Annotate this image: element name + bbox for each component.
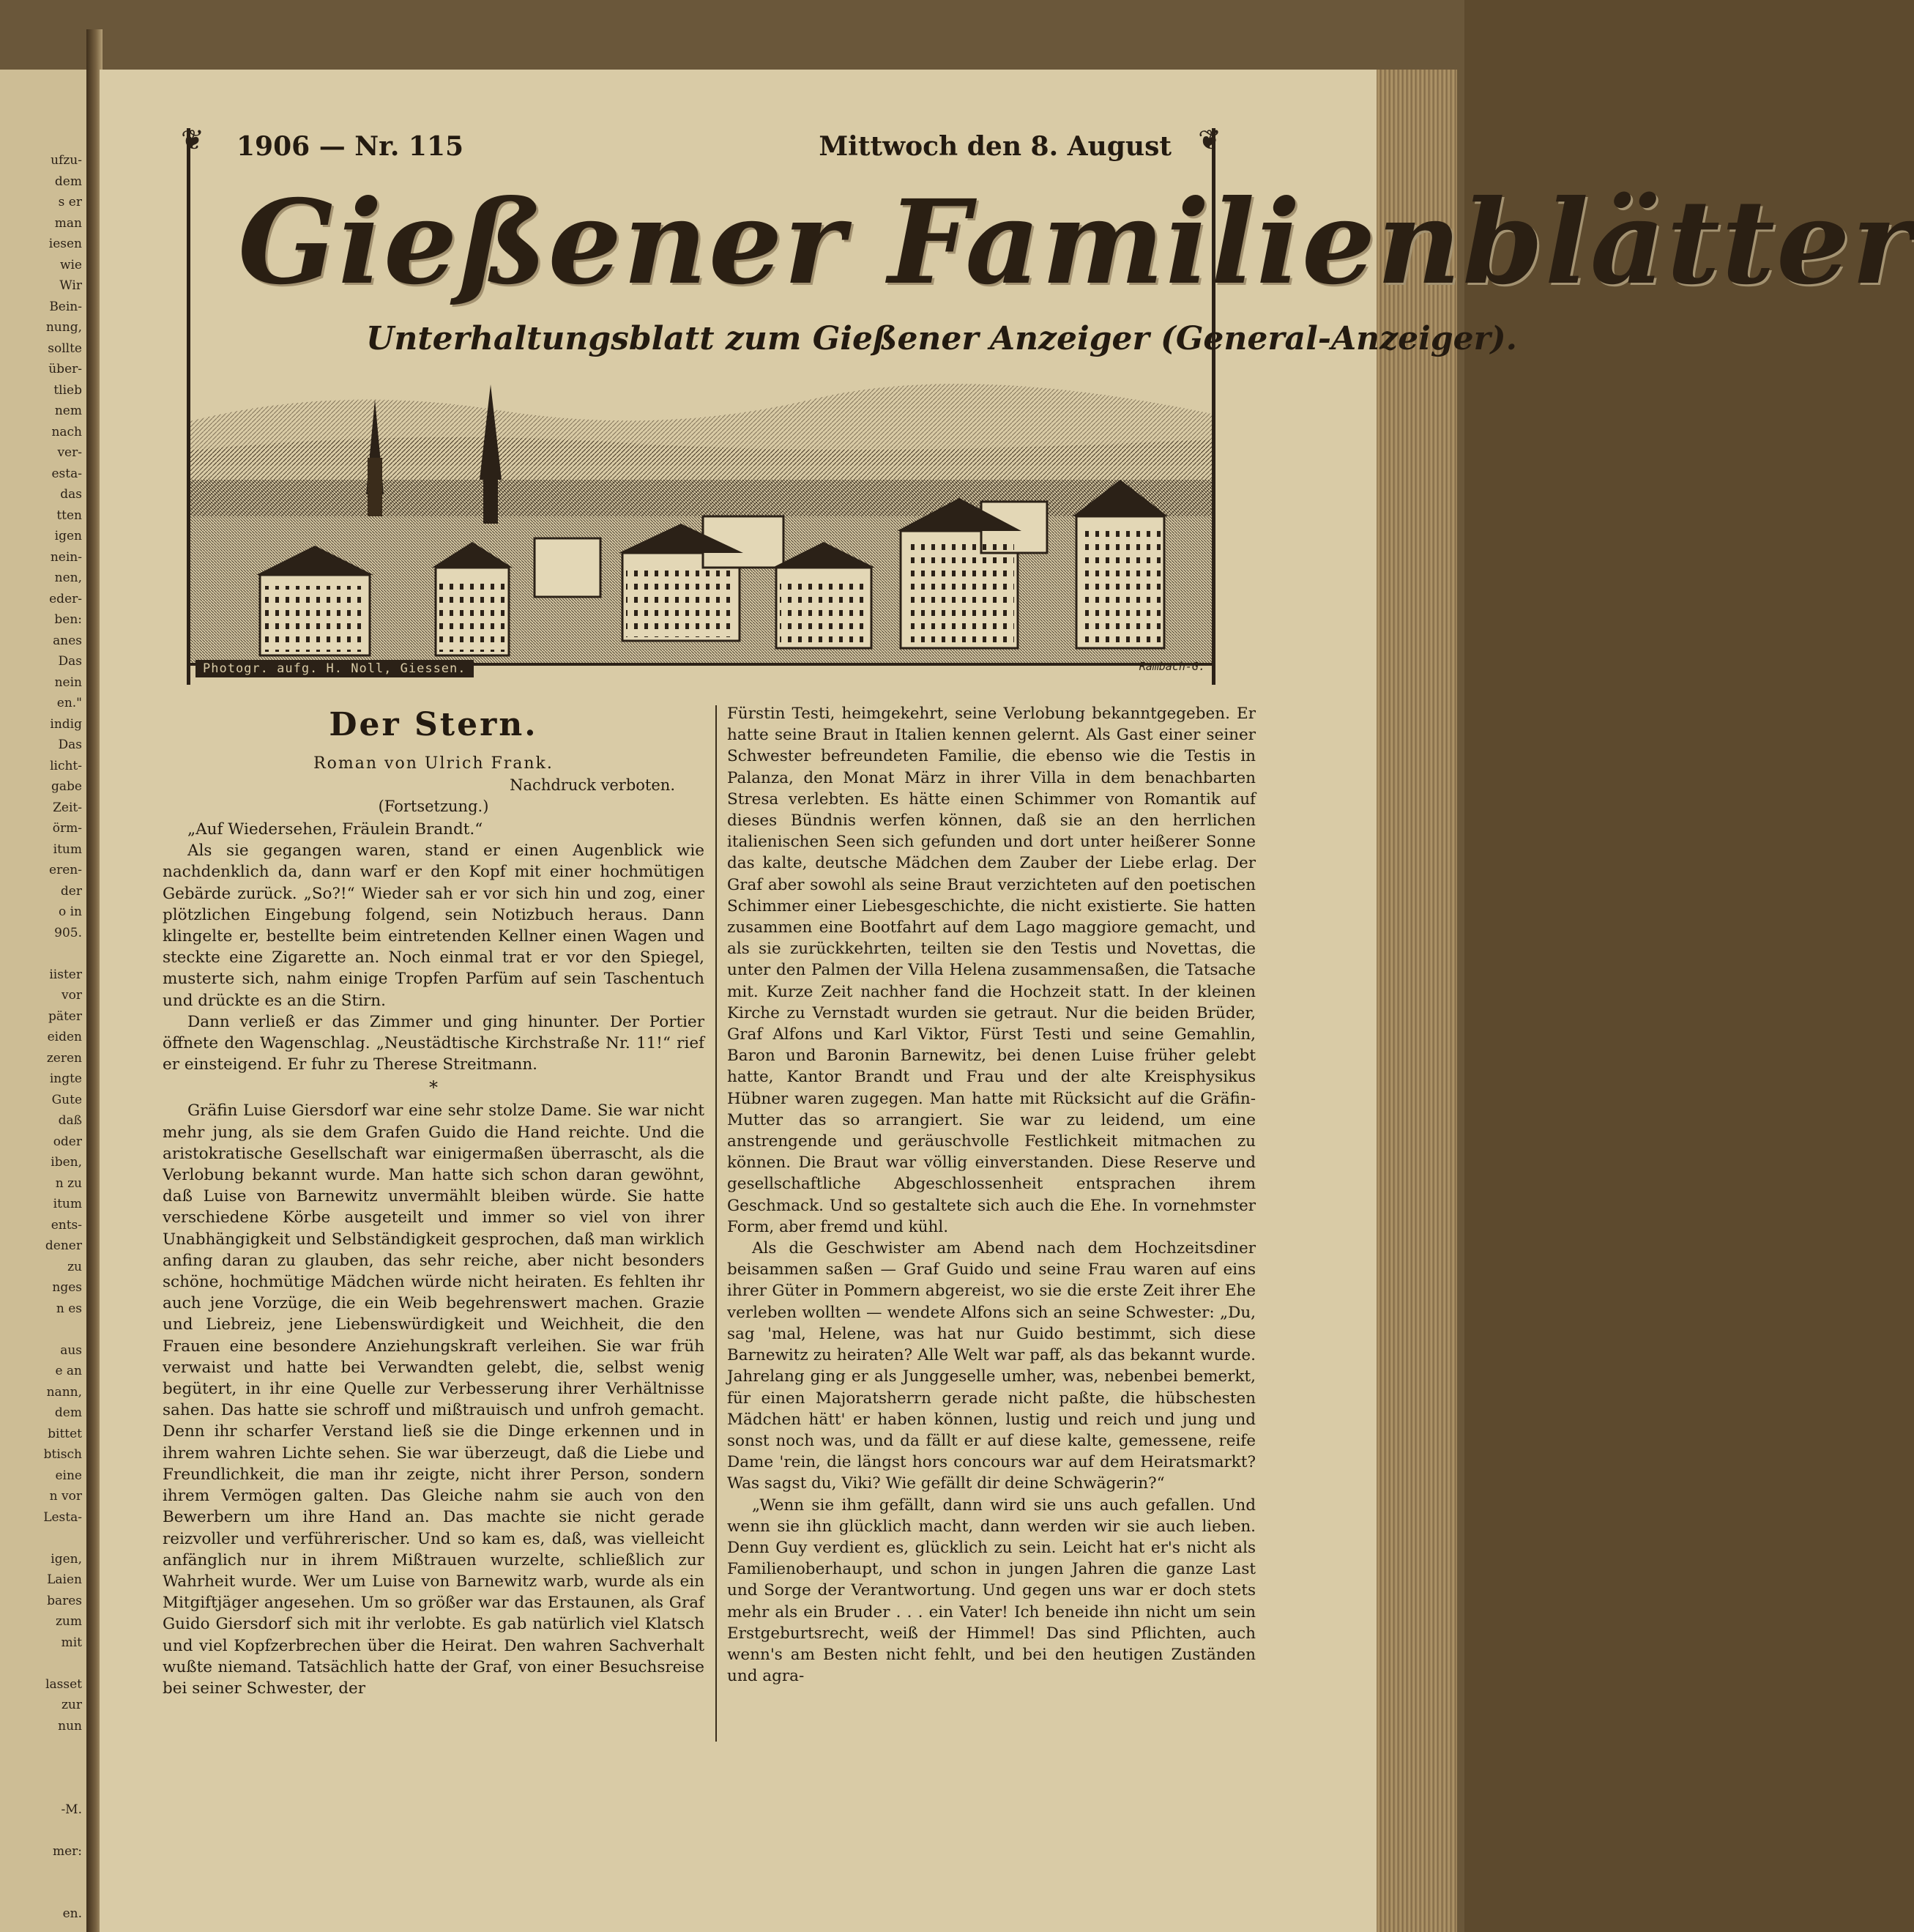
margin-fragment: man xyxy=(54,215,82,231)
margin-fragment: Laien xyxy=(47,1572,82,1587)
margin-fragment: n zu xyxy=(55,1175,82,1191)
margin-fragment xyxy=(1,1820,82,1841)
newspaper-subtitle: Unterhaltungsblatt zum Gießener Anzeiger (General-Anzeiger). xyxy=(366,320,1517,357)
margin-fragment xyxy=(1,1736,82,1758)
margin-fragment: iben, xyxy=(51,1155,82,1170)
margin-fragment: ben: xyxy=(54,612,82,627)
margin-fragment: nein xyxy=(54,675,82,690)
margin-fragment: 905. xyxy=(54,925,82,940)
margin-fragment: e an xyxy=(55,1364,82,1378)
margin-fragment: tlieb xyxy=(53,382,82,398)
margin-fragment: igen xyxy=(54,529,82,543)
margin-fragment: igen, xyxy=(51,1551,82,1567)
margin-fragment: en." xyxy=(56,696,82,710)
margin-fragment: licht- xyxy=(50,758,82,773)
margin-fragment: iesen xyxy=(48,237,82,251)
issue-date: Mittwoch den 8. August xyxy=(819,131,1172,162)
margin-fragment: mit xyxy=(61,1635,82,1650)
margin-fragment: Das xyxy=(58,737,82,752)
margin-fragment: indig xyxy=(50,716,82,732)
margin-fragment: das xyxy=(60,487,82,502)
paragraph: „Auf Wiedersehen, Fräulein Brandt.“ xyxy=(187,820,483,839)
margin-fragment xyxy=(1,1862,82,1883)
section-divider: * xyxy=(429,1077,438,1099)
margin-fragment: nung, xyxy=(45,320,82,335)
margin-fragment: dem xyxy=(54,1405,82,1420)
margin-fragment: nun xyxy=(58,1718,82,1734)
margin-fragment: eine xyxy=(55,1468,82,1483)
margin-fragment: nem xyxy=(54,404,82,418)
paragraph: Als sie gegangen waren, stand er einen Augenblick wie nachdenklich da, dann warf er den Kopf mit einer hochmütigen Gebärde zurück. „So?!“ Wieder sah er vor sich hin und zog, einer plötzlichen Eingebung folgend, sein Notizbuch heraus. Dann klingelte er, bestellte beim eintretenden Kellner einen Wagen und steckte eine Zigarette an. Noch einmal trat er vor den Spiegel, musterte sich, nahm einige Tropfen Parfüm auf sein Taschentuch und drückte es an die Stirn. xyxy=(163,841,704,1010)
margin-fragment: itum xyxy=(53,1197,82,1211)
copyright-notice: Nachdruck verboten. xyxy=(510,776,675,794)
margin-fragment: Wir xyxy=(59,278,82,293)
margin-fragment: Das xyxy=(58,654,82,669)
margin-fragment: zum xyxy=(55,1614,82,1629)
margin-fragment: -M. xyxy=(61,1802,82,1817)
margin-fragment: n vor xyxy=(49,1489,82,1504)
margin-fragment: aus xyxy=(60,1342,82,1358)
margin-fragment: nein- xyxy=(50,549,82,565)
margin-fragment: vor xyxy=(62,988,82,1003)
margin-fragment xyxy=(1,1528,82,1549)
margin-fragment: Gute xyxy=(51,1092,82,1107)
ornament-left-icon: ❦ xyxy=(181,124,204,156)
margin-fragment: örm- xyxy=(52,821,82,836)
paragraph: Fürstin Testi, heimgekehrt, seine Verlobung bekanntgegeben. Er hatte seine Braut in Italien kennen gelernt. Als Gast einer seiner Schwester befreundeten Familie, die ebenso wie die Testis in Palanza, den Monat März in ihrer Villa in dem benachbarten Stresa verlebten. Es hätte einen Schimmer von Romantik auf dieses Bündnis werfen können, daß sie an den herrlichen italienischen Seen sich gefunden und dort unter heißerer Sonne das kalte, deutsche Mädchen dem Zauber der Liebe erlag. Der Graf aber sowohl als seine Braut verzichteten auf den poetischen Schimmer einer Liebesgeschichte, die nicht existierte. Sie hatten zusammen eine Bootfahrt auf dem Lago maggiore gemacht, und als sie zurückkehrten, teilten sie den Testis und Novettas, die unter den Palmen der Villa Helena zusammensaßen, die Tatsache mit. Kurze Zeit nachher fand die Hochzeit statt. In der kleinen Kirche zu Vernstadt wurden sie getraut. Nur die beiden Brüder, Graf Alfons und Karl Viktor, Fürst Testi und seine Gemahlin, Baron und Baronin Barnewitz, bei denen Luise früher gelebt hatte, Kantor Brandt und Frau und der alte Kreisphysikus Hübner waren zugegen. Man hatte mit Rücksicht auf die Gräfin-Mutter das so arrangiert. Sie war zu leidend, um eine anstrengende und geräuschvolle Festlichkeit mitmachen zu können. Die Braut war völlig einverstanden. Diese Reserve und gesellschaftliche Abgeschlossenheit entsprachen ihrem Geschmack. Und so gestaltete sich auch die Ehe. In vornehmster Form, aber fremd und kühl. xyxy=(727,705,1256,1236)
margin-fragment: dener xyxy=(45,1238,82,1253)
masthead xyxy=(181,124,1914,685)
margin-fragment: eren- xyxy=(49,863,82,877)
margin-fragment: Lesta- xyxy=(43,1509,82,1525)
column-rule xyxy=(715,705,717,1742)
paragraph: Als die Geschwister am Abend nach dem Hochzeitsdiner beisammen saßen — Graf Guido und seine Frau waren auf eins ihrer Güter in Pommern abgereist, wo sie die erste Zeit ihrer Ehe verleben wollten — wendete Alfons sich an seine Schwester: „Du, sag 'mal, Helene, was hat nur Guido bestimmt, sich diese Barnewitz zu heiraten? Alle Welt war paff, als das bekannt wurde. Jahrelang ging er als Junggeselle umher, was, nebenbei bemerkt, für einen Majoratsherrn gerade nicht paßte, die hübschesten Mädchen hätt' er haben können, lustig und reich und jung und sonst noch was, und da fällt er auf diese kalte, gemessene, reife Dame 'rein, die längst hors concours war auf dem Heiratsmarkt? Was sagst du, Viki? Wie gefällt dir deine Schwägerin?“ xyxy=(727,1239,1256,1493)
story-title: Der Stern. xyxy=(329,706,538,743)
margin-fragment: esta- xyxy=(51,466,82,481)
margin-fragment: der xyxy=(60,883,82,899)
margin-fragment xyxy=(1,1778,82,1799)
margin-fragment: ents- xyxy=(51,1217,82,1233)
margin-fragment: zeren xyxy=(46,1050,82,1066)
story-author: Roman von Ulrich Frank. xyxy=(313,754,554,773)
margin-fragment: anes xyxy=(53,633,82,648)
margin-fragment: s er xyxy=(58,195,82,209)
margin-fragment: Bein- xyxy=(49,299,82,314)
margin-fragment: nges xyxy=(52,1280,82,1295)
margin-fragment: über- xyxy=(48,362,82,376)
margin-fragment: nen, xyxy=(54,571,82,585)
margin-fragment: gabe xyxy=(51,779,82,794)
column-left xyxy=(163,703,704,1699)
paragraph: Gräfin Luise Giersdorf war eine sehr stolze Dame. Sie war nicht mehr jung, als sie dem Grafen Guido die Hand reichte. Und die aristokratische Gesellschaft war einigermaßen überrascht, als die Verlobung bekannt wurde. Man hatte sich schon daran gewöhnt, daß Luise von Barnewitz unvermählt bleiben würde. Sie hatte verschiedene Körbe ausgeteilt und immer so viel von ihrer Unabhängigkeit und Selbständigkeit gesprochen, daß man wirklich anfing daran zu glauben, das sehr reiche, aber nicht besonders schöne, hochmütige Mädchen würde nicht heiraten. Es fehlten ihr auch jene Vorzüge, die ein Weib begehrenswert machen. Grazie und Liebreiz, jene Liebenswürdigkeit und Weichheit, die den Frauen eine besondere Anziehungskraft verleihen. Sie war früh verwaist und hatte bei Verwandten gelebt, die, selbst wenig begütert, in ihr eine Quelle zur Verbesserung ihrer Verhältnisse sahen. Das hatte sie schroff und mißtrauisch und unfroh gemacht. Denn ihr scharfer Verstand ließ sie die Dinge erkennen und in ihrem wahren Lichte sehen. Sie war überzeugt, daß die Liebe und Freundlichkeit, die man ihr zeigte, nicht ihrer Person, sondern ihrem Vermögen galten. Das Gleiche nahm sie auch von den Bewerbern um ihre Hand an. Das machte sie nicht gerade reizvoller und verführerischer. Und so kam es, daß, was vielleicht anfänglich nur in ihrem Mißtrauen wurzelte, schließlich zur Wahrheit wurde. Wer um Luise von Barnewitz warb, wurde als ein Mitgiftjäger angesehen. Um so größer war das Erstaunen, als Graf Guido Giersdorf sich mit ihr verlobte. Es gab natürlich viel Klatsch und viel Kopfzerbrechen über die Heirat. Den wahren Sachverhalt wußte niemand. Tatsächlich hatte der Graf, von einer Besuchsreise bei seiner Schwester, der xyxy=(163,1101,704,1698)
margin-fragment: iister xyxy=(49,967,82,982)
margin-fragment: nach xyxy=(51,424,82,439)
margin-fragment xyxy=(1,943,82,965)
paragraph: „Wenn sie ihm gefällt, dann wird sie uns auch gefallen. Und wenn sie ihn glücklich macht, dann werden wir sie auch lieben. Denn Guy verdient es, glücklich zu sein. Leicht hat er's nicht als Familienoberhaupt, und schon in jungen Jahren die ganze Last und Sorge der Verantwortung. Und gegen uns war er doch stets mehr als ein Bruder . . . ein Vater! Ich beneide ihn nicht um sein Erstgeburtsrecht, weiß der Himmel! Das sind Pflichten, auch wenn's am Besten nicht fehlt, und bei den heutigen Zuständen und agra- xyxy=(727,1496,1256,1686)
margin-fragment xyxy=(1,1653,82,1674)
issue-number: 1906 — Nr. 115 xyxy=(237,131,464,162)
column-right xyxy=(727,703,1256,1687)
margin-fragment: dem xyxy=(54,174,82,189)
margin-fragment: ufzu- xyxy=(51,153,82,168)
margin-fragment: oder xyxy=(53,1134,82,1149)
margin-fragment: daß xyxy=(58,1113,82,1128)
newspaper-title: Gießener Familienblätter xyxy=(238,175,1914,311)
margin-fragment: sollte xyxy=(48,341,82,356)
left-page-fragment xyxy=(0,70,89,1932)
ornament-right-icon: ❦ xyxy=(1198,124,1221,156)
margin-fragment: bares xyxy=(47,1593,82,1608)
margin-fragment xyxy=(1,1758,82,1779)
margin-fragment: n es xyxy=(56,1301,82,1316)
margin-fragment: eder- xyxy=(49,591,82,606)
engraver-signature: Rambach-G. xyxy=(1139,660,1205,673)
margin-fragment: nann, xyxy=(46,1384,82,1400)
photo-credit: Photogr. aufg. H. Noll, Giessen. xyxy=(196,660,474,677)
margin-fragment: päter xyxy=(48,1008,82,1024)
margin-fragment: zur xyxy=(61,1698,82,1712)
margin-fragment xyxy=(1,1319,82,1340)
left-margin-text xyxy=(1,150,82,1925)
margin-fragment: btisch xyxy=(43,1447,82,1462)
margin-fragment: Zeit- xyxy=(53,800,82,815)
paragraph: Dann verließ er das Zimmer und ging hinunter. Der Portier öffnete den Wagenschlag. „Neustädtische Kirchstraße Nr. 11!“ rief er einsteigend. Er fuhr zu Therese Streitmann. xyxy=(163,1012,704,1074)
margin-fragment: en. xyxy=(62,1906,82,1921)
margin-fragment: bittet xyxy=(48,1426,82,1441)
margin-fragment: zu xyxy=(67,1259,82,1274)
margin-fragment: mer: xyxy=(52,1843,82,1859)
margin-fragment: eiden xyxy=(47,1030,82,1044)
margin-fragment: ver- xyxy=(57,445,82,460)
margin-fragment: tten xyxy=(56,508,82,523)
margin-fragment: ingte xyxy=(49,1071,82,1086)
margin-fragment: o in xyxy=(58,904,82,919)
margin-fragment: lasset xyxy=(45,1676,82,1692)
margin-fragment xyxy=(1,1883,82,1904)
continuation-note: (Fortsetzung.) xyxy=(378,798,489,815)
margin-fragment: wie xyxy=(59,257,82,272)
city-engraving xyxy=(190,370,1212,666)
margin-fragment: itum xyxy=(53,841,82,857)
